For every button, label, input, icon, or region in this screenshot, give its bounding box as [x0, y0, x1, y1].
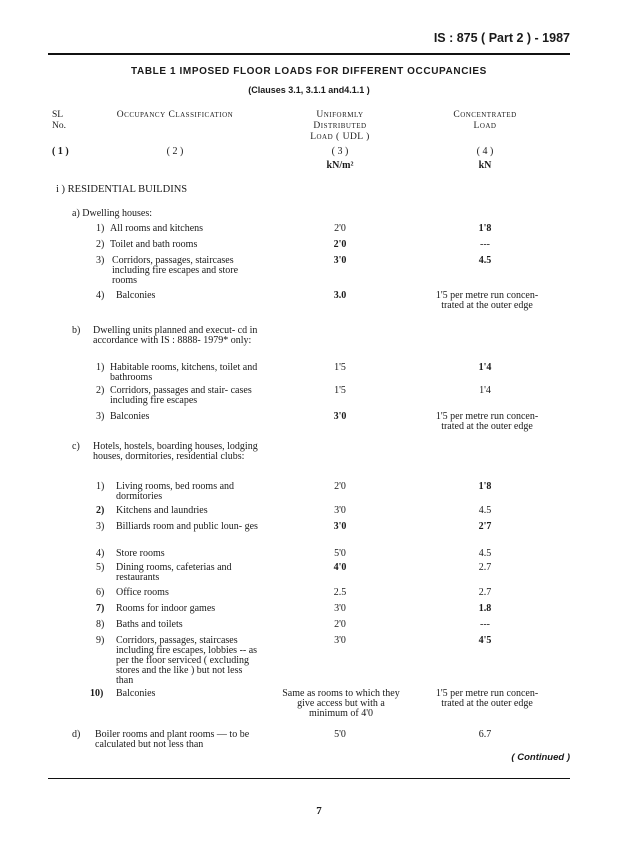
table-row-a4-text: Balconies: [116, 290, 156, 301]
table-row-a3-no: 3): [96, 255, 105, 266]
table-row-a4-udl: 3.0: [333, 290, 347, 301]
table-row-c6-udl: 2.5: [333, 587, 347, 598]
table-row-c7-text: Rooms for indoor games: [116, 603, 216, 614]
standard-reference: IS : 875 ( Part 2 ) - 1987: [433, 31, 570, 45]
header-udl-line1: Uniformly: [316, 110, 364, 120]
table-row-c3-udl: 3'0: [333, 521, 347, 532]
table-row-c5-conc: 2.7: [478, 562, 492, 573]
table-row-c1-text: Living rooms, bed rooms and dormitories: [116, 481, 235, 502]
group-b-label: b): [72, 325, 81, 336]
header-udl-line3: Load ( UDL ): [310, 132, 370, 142]
table-row-c6-no: 6): [96, 587, 105, 598]
table-row-b3-text: Balconies: [110, 411, 150, 422]
header-conc-line1: Concentrated: [453, 110, 517, 120]
header-udl: [280, 110, 400, 143]
table-row-c10-udl: Same as rooms to which they give access but with a minimum of 4'0: [282, 688, 400, 719]
table-row-b2-text: Corridors, passages and stair- cases including fire escapes: [110, 385, 252, 406]
table-row-c5-text: Dining rooms, cafeterias and restaurants: [116, 562, 232, 583]
table-row-c3-text: Billiards room and public loun- ges: [116, 521, 258, 532]
table-row-c8-text: Baths and toilets: [116, 619, 183, 630]
table-row-a1-no: 1): [96, 223, 105, 234]
table-row-b3-conc: 1'5 per metre run concen- trated at the outer edge: [435, 411, 539, 432]
table-row-c1-no: 1): [96, 481, 105, 492]
table-row-a2-conc: ---: [480, 239, 490, 250]
table-row-c9-udl: 3'0: [334, 635, 346, 646]
table-row-a2-no: 2): [96, 239, 105, 250]
table-row-c7-no: 7): [96, 603, 105, 614]
group-c-label: c): [72, 441, 80, 452]
table-row-b2-no: 2): [96, 385, 105, 396]
table-row-c4-text: Store rooms: [116, 548, 165, 559]
table-row-a4-conc: 1'5 per metre run concen- trated at the outer edge: [435, 290, 539, 311]
table-row-c9-conc: 4'5: [478, 635, 492, 646]
table-row-c7-conc: 1.8: [478, 603, 492, 614]
table-row-c2-text: Kitchens and laundries: [116, 505, 208, 516]
table-row-a2-text: Toilet and bath rooms: [110, 239, 198, 250]
table-row-a1-conc: 1'8: [478, 223, 492, 234]
table-row-b2-conc: 1'4: [479, 385, 491, 396]
bottom-rule: [48, 778, 570, 779]
table-row-a2-udl: 2'0: [333, 239, 347, 250]
col-number-1: ( 1 ): [52, 146, 69, 157]
table-row-c5-no: 5): [96, 562, 105, 573]
group-d-conc: 6.7: [478, 729, 492, 740]
table-row-c2-no: 2): [96, 505, 105, 516]
header-sl-line1: SL: [52, 110, 64, 120]
header-udl-line2: Distributed: [313, 121, 367, 131]
table-row-c10-no: 10): [90, 688, 104, 699]
section-heading: i ) RESIDENTIAL BUILDINS: [56, 184, 188, 195]
table-row-c10-text: Balconies: [116, 688, 156, 699]
page-number: 7: [316, 805, 322, 817]
header-concentrated: [420, 110, 550, 132]
table-row-c3-conc: 2'7: [478, 521, 492, 532]
table-row-b3-udl: 3'0: [333, 411, 347, 422]
group-a-label: a) Dwelling houses:: [72, 208, 152, 219]
col-number-2: ( 2 ): [166, 146, 184, 157]
table-row-c3-no: 3): [96, 521, 105, 532]
table-row-c7-udl: 3'0: [334, 603, 346, 614]
table-row-c4-udl: 5'0: [334, 548, 346, 559]
table-row-c8-no: 8): [96, 619, 105, 630]
table-row-a1-text: All rooms and kitchens: [110, 223, 204, 234]
table-row-c4-no: 4): [96, 548, 105, 559]
table-row-b2-udl: 1'5: [334, 385, 346, 396]
table-row-c6-conc: 2.7: [478, 587, 492, 598]
table-clauses: (Clauses 3.1, 3.1.1 and4.1.1 ): [248, 85, 370, 95]
group-b-text: Dwelling units planned and execut- cd in accordance with IS : 8888- 1979* only:: [93, 325, 258, 346]
table-row-a4-no: 4): [96, 290, 105, 301]
table-row-b1-conc: 1'4: [478, 362, 492, 373]
table-title: TABLE 1 IMPOSED FLOOR LOADS FOR DIFFERENT OCCUPANCIES: [131, 66, 487, 77]
continued-label: ( Continued ): [511, 752, 570, 763]
table-row-a3-text: Corridors, passages, staircases including fire escapes and store rooms: [112, 255, 239, 286]
table-row-c2-udl: 3'0: [334, 505, 346, 516]
table-row-c5-udl: 4'0: [333, 562, 347, 573]
table-row-c2-conc: 4.5: [478, 505, 492, 516]
table-row-c1-conc: 1'8: [478, 481, 492, 492]
table-row-c4-conc: 4.5: [478, 548, 492, 559]
table-row-c8-conc: ---: [480, 619, 490, 630]
unit-udl: kN/m²: [326, 160, 354, 171]
top-rule: [48, 53, 570, 55]
table-row-b3-no: 3): [96, 411, 105, 422]
group-c-text: Hotels, hostels, boarding houses, lodging houses, dormitories, residential clubs:: [93, 441, 258, 462]
table-row-a3-udl: 3'0: [333, 255, 347, 266]
table-row-c1-udl: 2'0: [334, 481, 346, 492]
table-row-c8-udl: 2'0: [334, 619, 346, 630]
group-d-label: d): [72, 729, 81, 740]
col-number-4: ( 4 ): [476, 146, 494, 157]
col-number-3: ( 3 ): [331, 146, 349, 157]
table-row-a3-conc: 4.5: [478, 255, 492, 266]
header-sl: [52, 110, 66, 132]
header-sl-line2: No.: [52, 121, 66, 131]
unit-conc: kN: [478, 160, 492, 171]
group-d-text: Boiler rooms and plant rooms — to be calculated but not less than: [95, 729, 250, 750]
table-row-b1-text: Habitable rooms, kitchens, toilet and bathrooms: [110, 362, 258, 383]
table-row-b1-no: 1): [96, 362, 105, 373]
table-row-c9-no: 9): [96, 635, 105, 646]
header-conc-line2: Load: [473, 121, 497, 131]
table-row-c9-text: Corridors, passages, staircases including fire escapes, lobbies -- as per the floor serviced ( excluding stores and the like ) but not less than: [116, 635, 258, 686]
header-occupancy: Occupancy Classification: [116, 110, 234, 120]
group-d-udl: 5'0: [334, 729, 346, 740]
table-row-c6-text: Office rooms: [116, 587, 169, 598]
table-row-c10-conc: 1'5 per metre run concen- trated at the outer edge: [435, 688, 539, 709]
table-row-a1-udl: 2'0: [334, 223, 346, 234]
table-row-b1-udl: 1'5: [334, 362, 346, 373]
